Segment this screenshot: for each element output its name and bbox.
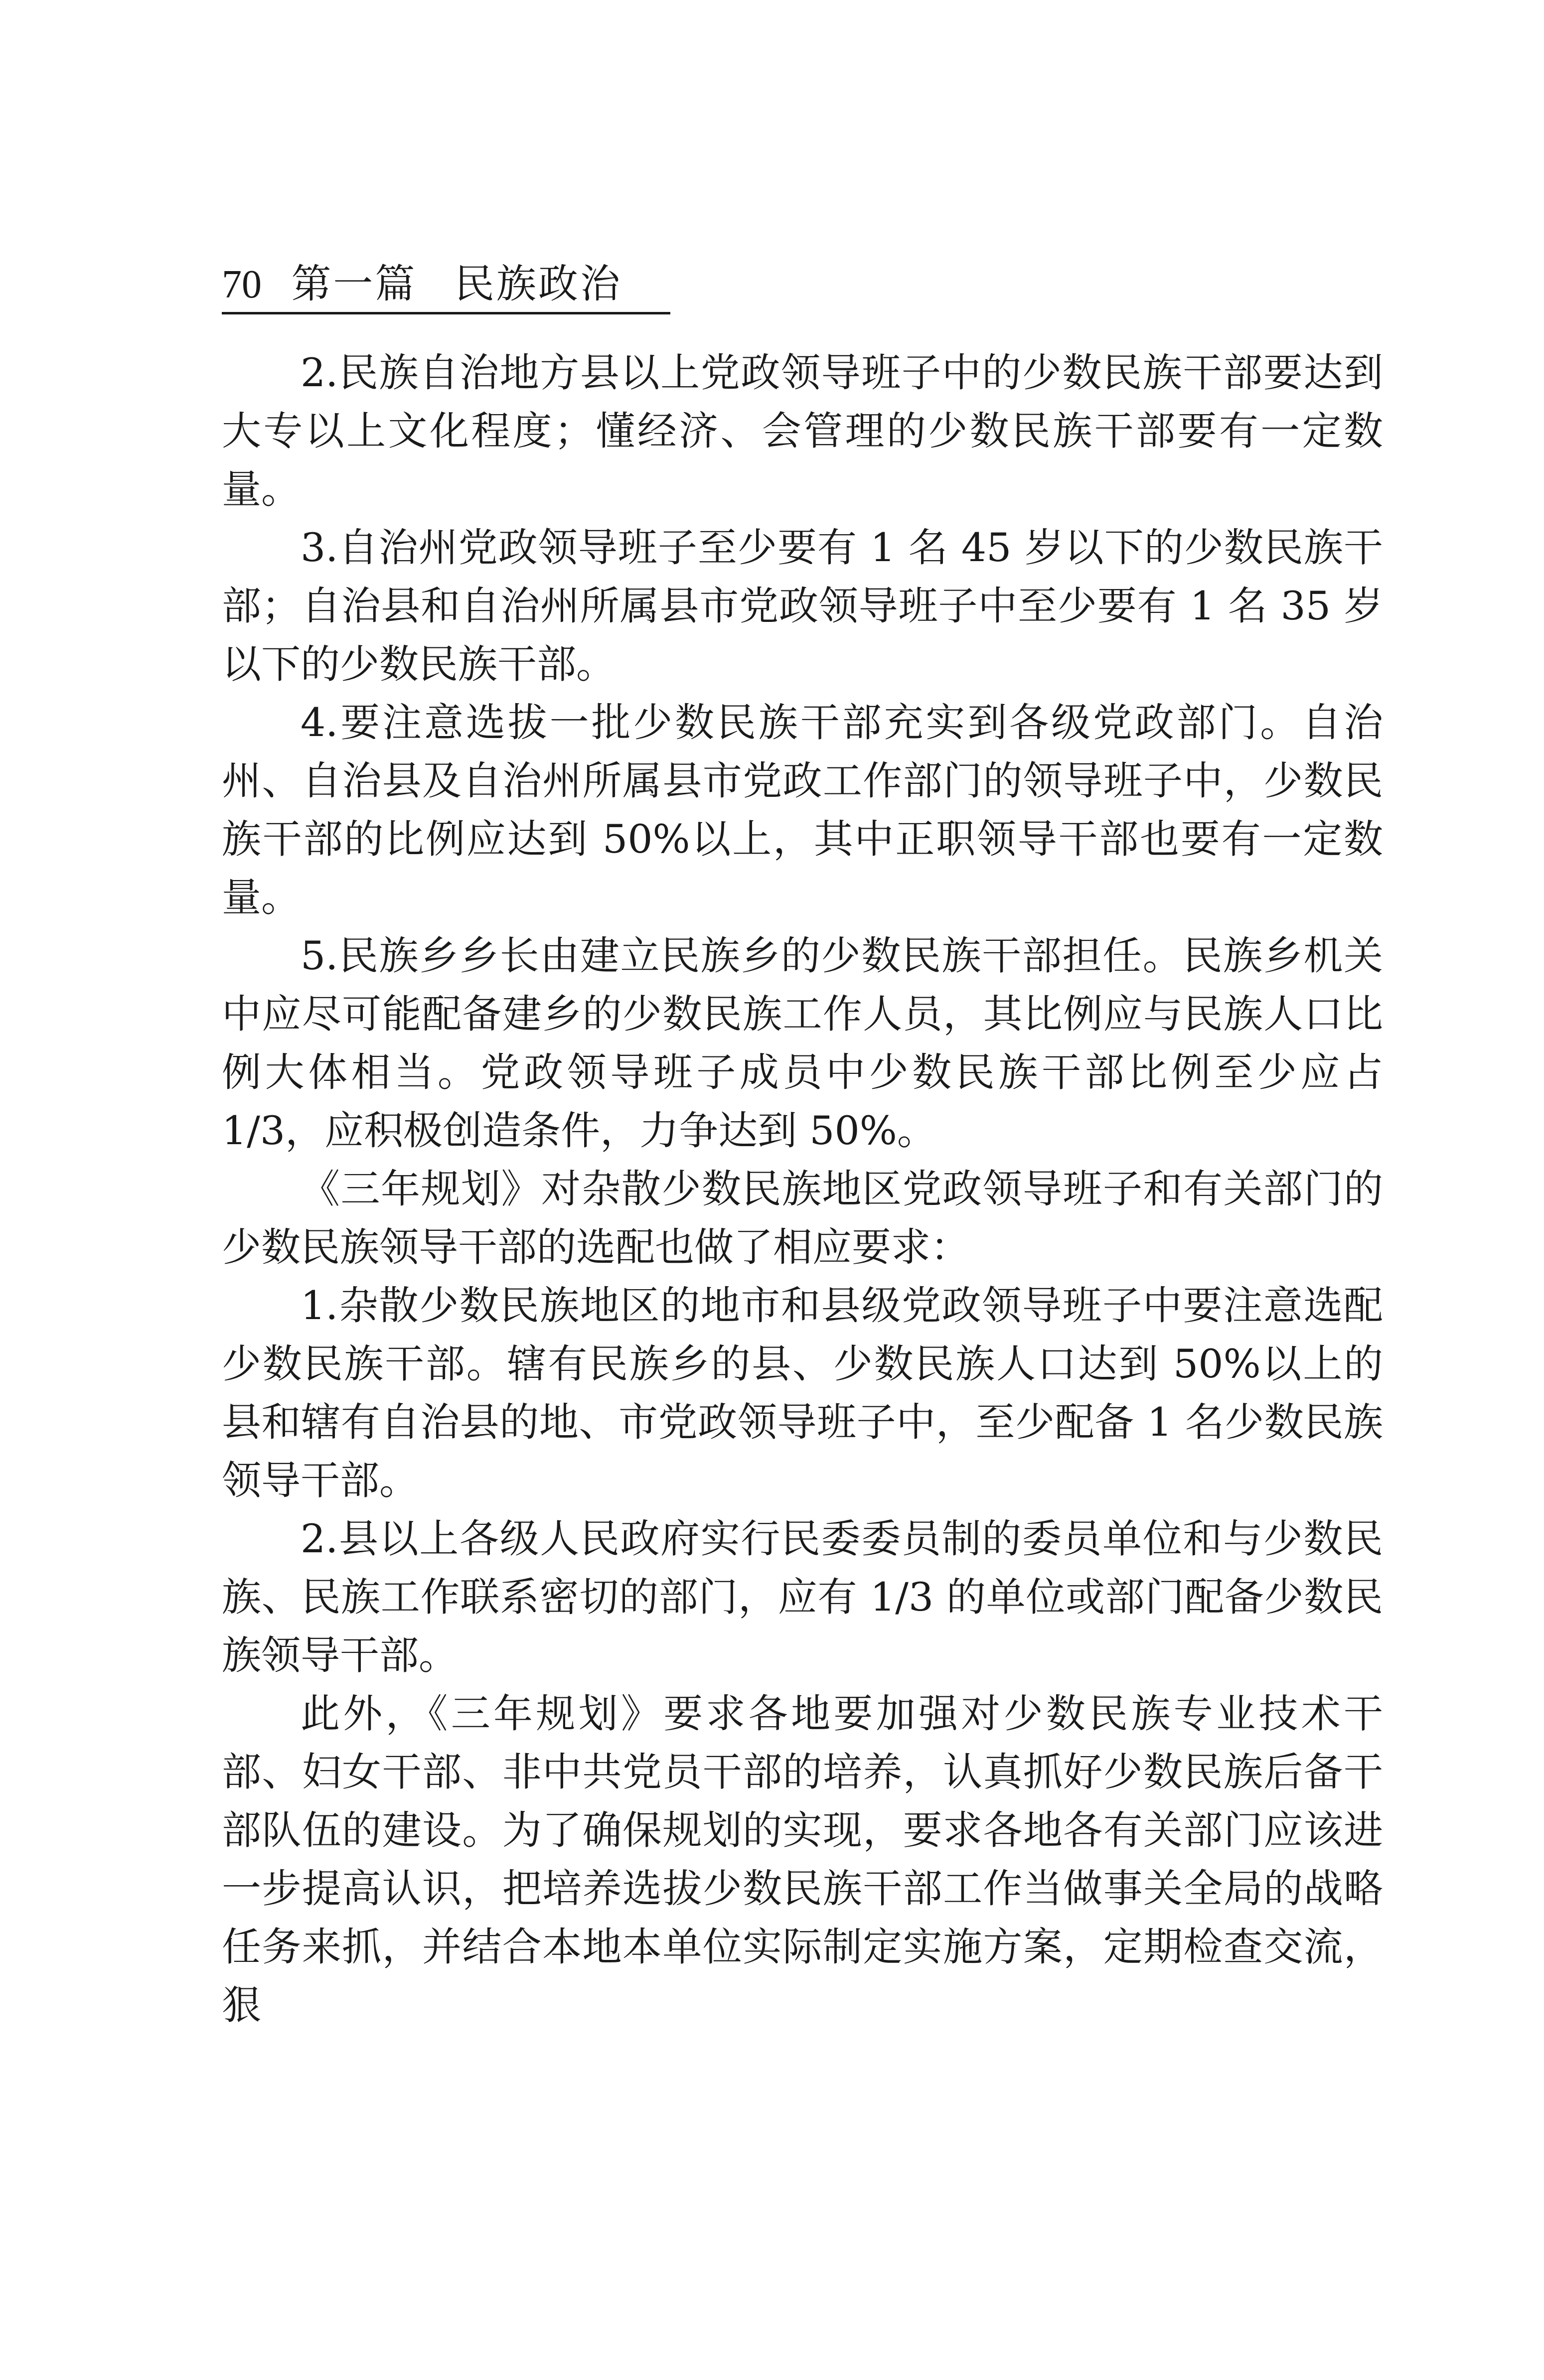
paragraph-additional-requirements: 此外，《三年规划》要求各地要加强对少数民族专业技术干部、妇女干部、非中共党员干部的培养，认真抓好少数民族后备干部队伍的建设。为了确保规划的实现，要求各地各有关部门应该进一步提高认识，把培养选拔少数民族干部工作当做事关全局的战略任务来抓，并结合本地本单位实际制定实施方案，定期检查交流，狠 — [222, 1691, 1383, 2028]
page-number: 70 — [222, 263, 262, 306]
part-label: 第一篇 — [291, 261, 417, 307]
paragraph-scattered-item-2: 2.县以上各级人民政府实行民委委员制的委员单位和与少数民族、民族工作联系密切的部门，应有 1/3 的单位或部门配备少数民族领导干部。 — [222, 1516, 1383, 1678]
paragraph-item-2: 2.民族自治地方县以上党政领导班子中的少数民族干部要达到大专以上文化程度；懂经济、会管理的少数民族干部要有一定数量。 — [222, 350, 1383, 512]
part-title: 民族政治 — [454, 261, 622, 307]
paragraph-scattered-item-1: 1.杂散少数民族地区的地市和县级党政领导班子中要注意选配少数民族干部。辖有民族乡的县、少数民族人口达到 50%以上的县和辖有自治县的地、市党政领导班子中，至少配备 1 名少数民族领导干部。 — [222, 1283, 1383, 1503]
body-text — [222, 344, 1383, 2035]
paragraph-item-3: 3.自治州党政领导班子至少要有 1 名 45 岁以下的少数民族干部；自治县和自治州所属县市党政领导班子中至少要有 1 名 35 岁以下的少数民族干部。 — [222, 525, 1383, 687]
paragraph-item-4: 4.要注意选拔一批少数民族干部充实到各级党政部门。自治州、自治县及自治州所属县市党政工作部门的领导班子中，少数民族干部的比例应达到 50%以上，其中正职领导干部也要有一定数量。 — [222, 700, 1383, 920]
running-head — [222, 259, 670, 314]
paragraph-item-5: 5.民族乡乡长由建立民族乡的少数民族干部担任。民族乡机关中应尽可能配备建乡的少数民族工作人员，其比例应与民族人口比例大体相当。党政领导班子成员中少数民族干部比例至少应占 1/3，应积极创造条件，力争达到 50%。 — [222, 933, 1383, 1154]
paragraph-three-year-plan-intro: 《三年规划》对杂散少数民族地区党政领导班子和有关部门的少数民族领导干部的选配也做了相应要求： — [222, 1166, 1383, 1270]
